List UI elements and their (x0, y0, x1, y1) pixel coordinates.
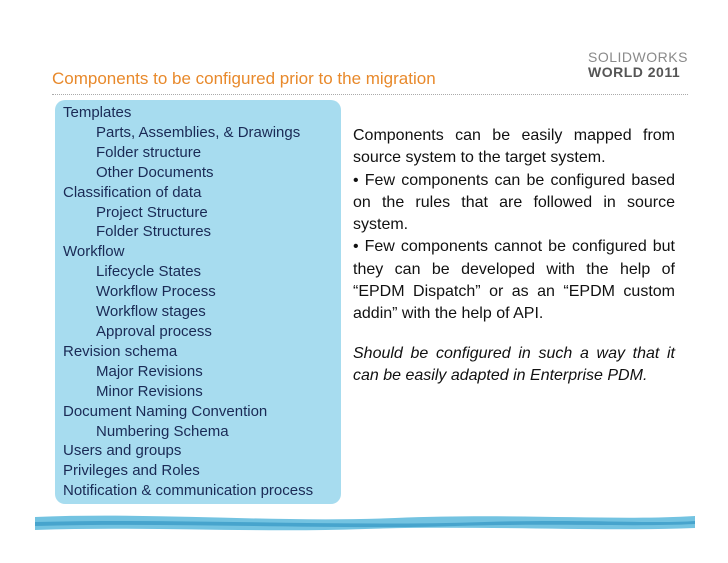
component-item: Privileges and Roles (63, 462, 200, 480)
component-item: Templates (63, 104, 132, 121)
bullet-not-configurable: • Few components cannot be configured but they can be developed with the help of “EPDM Dispatch” or as an “EPDM custom addin” with the help of API. (353, 238, 675, 323)
note-text: Should be configured in such a way that it can be easily adapted in Enterprise PDM. (353, 344, 675, 384)
component-item: Workflow (63, 243, 125, 261)
sub-component-item: Lifecycle States (96, 263, 202, 281)
title-divider (52, 94, 688, 95)
solidworks-world-logo (588, 50, 688, 80)
sub-component-item: Folder Structures (96, 223, 212, 241)
sub-component-item: Major Revisions (96, 362, 203, 380)
component-item: Classification of data (63, 183, 202, 201)
component-item: Revision schema (63, 342, 178, 360)
note-paragraph (353, 343, 675, 388)
slide-title: Components to be configured prior to the migration (52, 69, 436, 88)
sub-component-item: Other Documents (96, 163, 214, 181)
sub-component-item: Workflow Process (96, 283, 216, 301)
component-item: Document Naming Convention (63, 402, 268, 420)
component-item: Users and groups (63, 442, 182, 460)
component-item: Notification & communication process (63, 482, 314, 500)
sub-component-item: Approval process (96, 322, 212, 340)
logo-line-2: WORLD 2011 (588, 64, 681, 80)
logo-line-1: SOLIDWORKS (588, 49, 688, 65)
sub-component-item: Parts, Assemblies, & Drawings (96, 123, 301, 141)
sub-component-item: Folder structure (96, 143, 202, 161)
footer-wave-decoration (35, 510, 695, 534)
intro-paragraph: Components can be easily mapped from source system to the target system. (353, 127, 675, 167)
bullet-configurable: • Few components can be configured based on the rules that are followed in source system. (353, 171, 675, 234)
sub-component-item: Numbering Schema (96, 422, 229, 440)
description-text (353, 125, 675, 387)
sub-component-item: Project Structure (96, 203, 208, 221)
components-list (63, 103, 313, 501)
sub-component-item: Workflow stages (96, 303, 206, 321)
sub-component-item: Minor Revisions (96, 382, 203, 400)
